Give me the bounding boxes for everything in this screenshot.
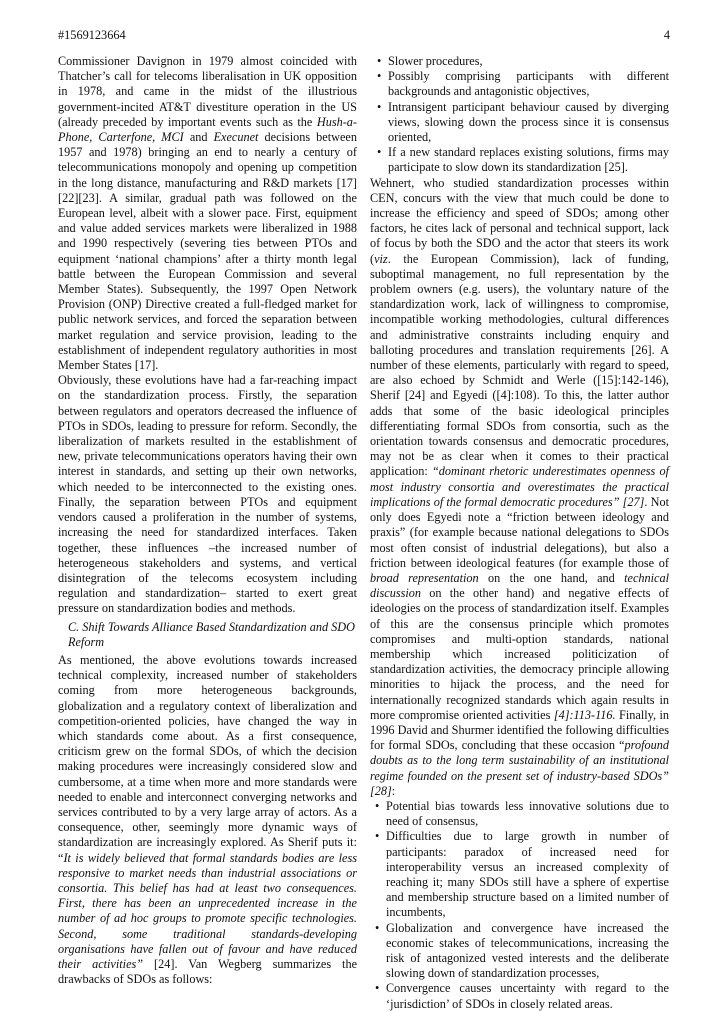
list-item: • Difficulties due to large growth in number of participants: paradox of increased need for interoperability versus an increased complexity of reaching it; many SDOs still have a sphere of expertise and membership structure based on a limited number of incumbents, [370,829,669,920]
paragraph-liberalisation: Commissioner Davignon in 1979 almost coincided with Thatcher’s call for telecoms liberalisation in UK opposition in 1978, and came in the midst of the illustrious government-incited AT&T divestiture operation in the US (already preceded by important events such as the Hush-a-Phone, Carterfone, MCI and Execunet decisions between 1957 and 1978) bringing an end to nearly a century of telecommunications monopoly and opening up competition in the long distance, manufacturing and R&D markets [17][22][23]. A similar, gradual path was followed on the European level, albeit with a slower pace. First, equipment and value added services markets were liberalized in 1988 and 1990 respectively (severing ties between PTOs and equipment ‘national champions’ after a thirty month legal battle between the European Commission and several Member States). Subsequently, the 1997 Open Network Provision (ONP) Directive created a full-fledged market for public network services, and forced the separation between market regulation and service provision, leading to the establishment of independent regulatory authorities in most Member States [17]. [58,54,357,373]
page-header [58,28,670,44]
right-column [370,54,669,1012]
paragraph-wehnert: Wehnert, who studied standardization processes within CEN, concurs with the view that much could be done to increase the efficiency and speed of SDOs; among other factors, he cites lack of personal and technical support, lack of focus by both the SDO and the actor that steers its work (viz. the European Commission), lack of funding, suboptimal management, no full representation by the problem owners (e.g. users), the voluntary nature of the standardization work, lack of willingness to compromise, incompatible working methodologies, cultural differences and administrative constraints including enquiry and balloting procedures and translation requirements [26]. A number of these elements, particularly with regard to speed, are also echoed by Schmidt and Werle ([15]:142-146), Sherif [24] and Egyedi ([4]:108). To this, the latter author adds that some of the basic ideological principles differentiating formal SDOs from consortia, such as the orientation towards consensus and democratic procedures, may not be as clear when it comes to their practical application: “dominant rhetoric underestimates openness of most industry consortia and overestimates the practical implications of the formal democratic procedures” [27]. Not only does Egyedi note a “friction between ideology and praxis” (for example because national delegations to SDOs most often consist of industrial delegations), but also a friction between ideological features (for example those of broad representation on the one hand, and technical discussion on the other hand) and negative effects of ideologies on the process of standardization itself. Examples of this are the consensus principle which promotes compromises and multi-option standards, national membership which increased politicization of standardization activities, the democracy principle allowing minorities to hijack the process, and the need for internationally recognized standards which again results in more compromise oriented activities [4]:113-116. Finally, in 1996 David and Shurmer identified the following difficulties for formal SDOs, concluding that these occasion “profound doubts as to the long term sustainability of an institutional regime founded on the present set of industry-based SDOs” [28]: [370,175,670,798]
list-item: • Possibly comprising participants with different backgrounds and antagonistic objectives, [370,69,669,99]
paragraph-impact: Obviously, these evolutions have had a far-reaching impact on the standardization process. Firstly, the separation between regulators and operators decreased the influence of PTOs in SDOs, leading to pressure for reform. Secondly, the liberalization of markets resulted in the establishment of new, private telecommunications operators having their own interest in standards, and setting up their own networks, which needed to be interconnected to the existing ones. Finally, the separation between PTOs and equipment vendors caused a proliferation in the number of systems, increasing the need for standardized interfaces. Taken together, these influences –the increased number of heterogeneous stakeholders and systems, and vertical disintegration of the telecoms ecosystem including regulation and standardization– started to exert great pressure on standardization bodies and methods. [58,373,357,616]
sdo-difficulties-list [370,799,669,1012]
section-heading: C. Shift Towards Alliance Based Standardization and SDO Reform [68,619,355,649]
page-number: 4 [663,28,670,42]
document-id: #1569123664 [58,28,126,42]
list-item: • Slower procedures, [370,54,669,69]
list-item: • Globalization and convergence have increased the economic stakes of telecommunications, increasing the risk of antagonized vested interests and the deliberate slowing down of standardization processes, [370,921,669,982]
list-item: • Convergence causes uncertainty with regard to the ‘jurisdiction’ of SDOs in closely related areas. [370,981,669,1011]
list-item: • Intransigent participant behaviour caused by diverging views, slowing down the process since it is consensus oriented, [370,100,669,146]
list-item: • Potential bias towards less innovative solutions due to need of consensus, [370,799,669,829]
list-item: • If a new standard replaces existing solutions, firms may participate to slow down its standardization [25]. [370,145,669,175]
left-column [58,54,357,987]
paragraph-alliance: As mentioned, the above evolutions towards increased technical complexity, increased number of stakeholders coming from more heterogeneous backgrounds, globalization and a regulatory context of liberalization and competition-oriented policies, have changed the way in which standards come about. As a first consequence, criticism grew on the formal SDOs, of which the decision making procedures were increasingly considered slow and cumbersome, at a time when more and more standards were needed to enable and interconnect converging networks and services contributed to by a very large array of actors. As a consequence, other, seemingly more dynamic ways of standardization are increasingly explored. As Sherif puts it: “It is widely believed that formal standards bodies are less responsive to market needs than industrial associations or consortia. This belief has had at least two consequences. First, there has been an unprecedented increase in the number of ad hoc groups to promote specific technologies. Second, some traditional standards-developing organisations have fallen out of favour and have reduced their activities” [24]. Van Wegberg summarizes the drawbacks of SDOs as follows: [58,652,358,987]
sdo-drawbacks-list [370,54,669,176]
